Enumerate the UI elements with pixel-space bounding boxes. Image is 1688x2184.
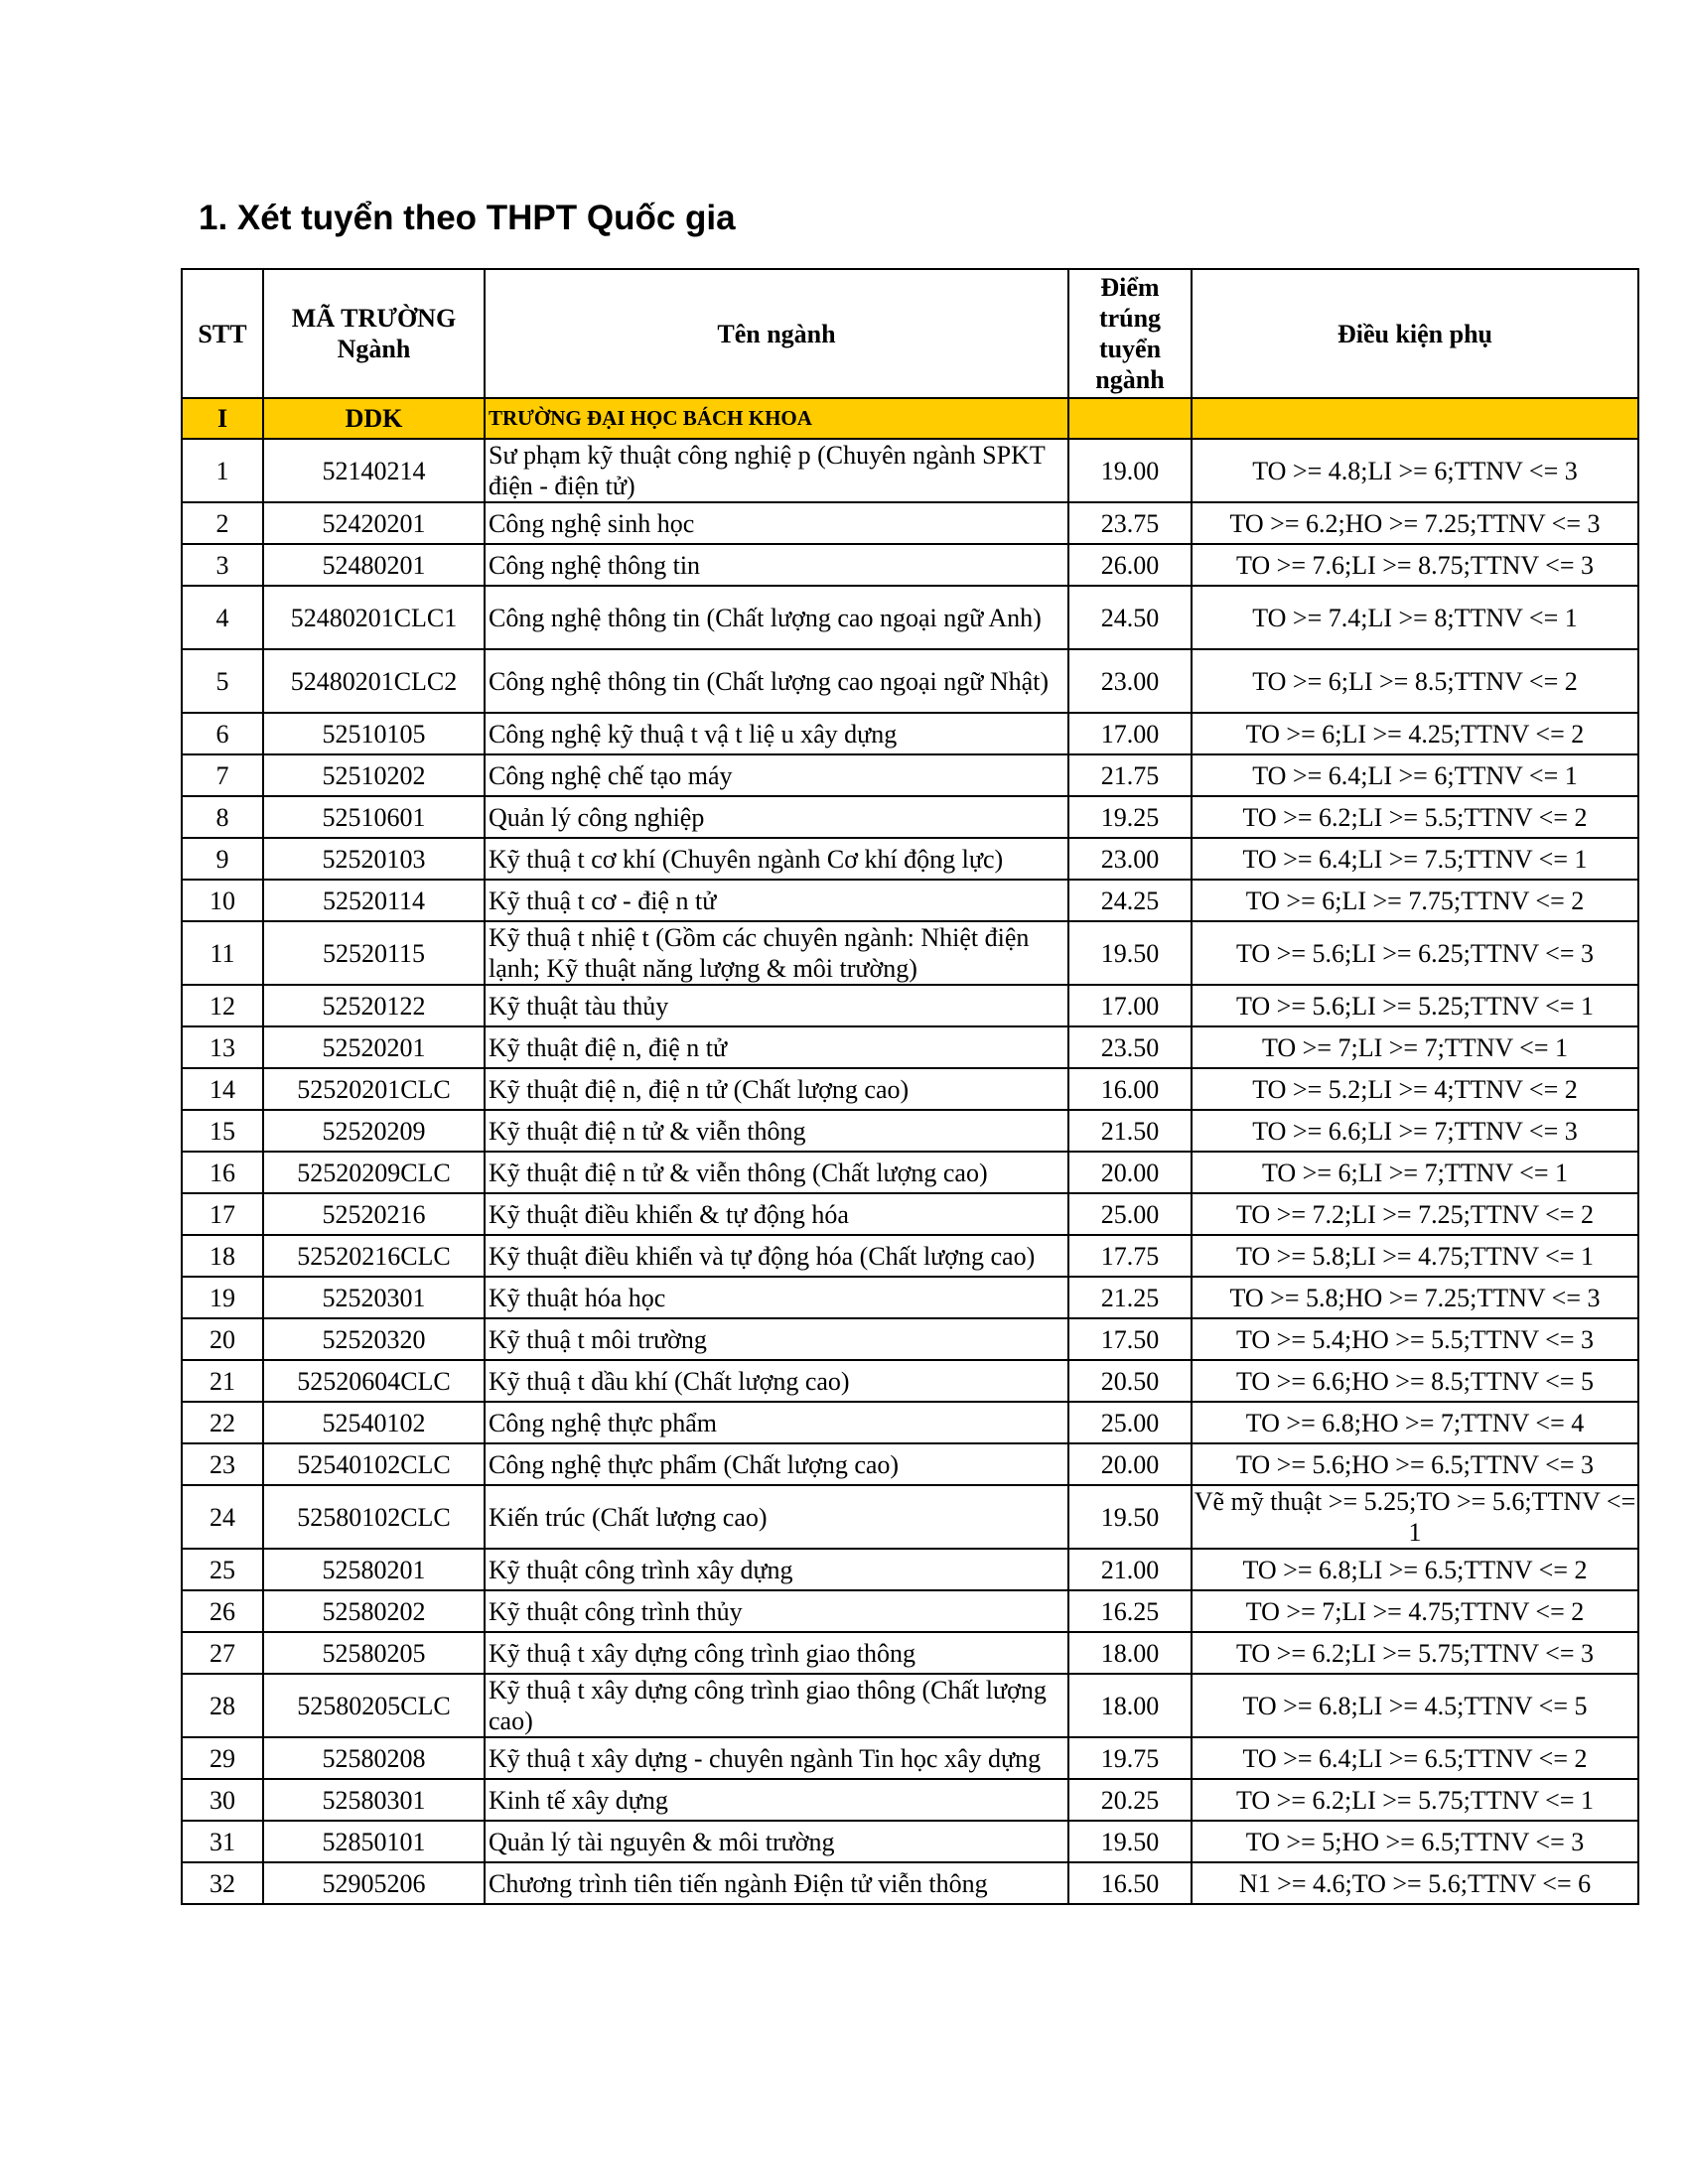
- cell-name: Kỹ thuật điều khiển & tự động hóa: [485, 1193, 1068, 1235]
- cell-condition: TO >= 6.8;HO >= 7;TTNV <= 4: [1192, 1402, 1638, 1443]
- cell-condition: TO >= 5.8;LI >= 4.75;TTNV <= 1: [1192, 1235, 1638, 1277]
- cell-name: Kỹ thuật điệ n, điệ n tử: [485, 1026, 1068, 1068]
- cell-score: 19.00: [1068, 439, 1192, 502]
- table-row: [182, 1590, 1638, 1632]
- cell-stt: 1: [182, 439, 263, 502]
- cell-stt: 3: [182, 544, 263, 586]
- header-condition: Điều kiện phụ: [1192, 269, 1638, 398]
- cell-condition: TO >= 6.8;LI >= 4.5;TTNV <= 5: [1192, 1674, 1638, 1737]
- cell-condition: TO >= 7.6;LI >= 8.75;TTNV <= 3: [1192, 544, 1638, 586]
- cell-condition: TO >= 7.4;LI >= 8;TTNV <= 1: [1192, 586, 1638, 649]
- cell-score: 17.50: [1068, 1318, 1192, 1360]
- cell-stt: 8: [182, 796, 263, 838]
- table-row: [182, 1110, 1638, 1152]
- table-row: [182, 586, 1638, 649]
- cell-code: 52580208: [263, 1737, 485, 1779]
- cell-condition: TO >= 4.8;LI >= 6;TTNV <= 3: [1192, 439, 1638, 502]
- cell-score: 25.00: [1068, 1402, 1192, 1443]
- cell-score: 17.00: [1068, 985, 1192, 1026]
- cell-name: Kỹ thuậ t môi trường: [485, 1318, 1068, 1360]
- table-row: [182, 985, 1638, 1026]
- cell-score: 19.25: [1068, 796, 1192, 838]
- table-row: [182, 1235, 1638, 1277]
- cell-name: Kỹ thuậ t nhiệ t (Gồm các chuyên ngành: Nhiệt điện lạnh; Kỹ thuật năng lượng & môi trường): [485, 921, 1068, 985]
- cell-code: 52480201: [263, 544, 485, 586]
- cell-code: 52140214: [263, 439, 485, 502]
- cell-code: 52520103: [263, 838, 485, 880]
- cell-code: 52580201: [263, 1549, 485, 1590]
- cell-condition: TO >= 6;LI >= 7.75;TTNV <= 2: [1192, 880, 1638, 921]
- cell-condition: TO >= 6;LI >= 8.5;TTNV <= 2: [1192, 649, 1638, 713]
- cell-stt: 12: [182, 985, 263, 1026]
- cell-stt: 9: [182, 838, 263, 880]
- cell-code: 52520115: [263, 921, 485, 985]
- cell-condition: TO >= 6.2;HO >= 7.25;TTNV <= 3: [1192, 502, 1638, 544]
- table-row: [182, 880, 1638, 921]
- table-row: [182, 1193, 1638, 1235]
- cell-score: 23.00: [1068, 649, 1192, 713]
- cell-name: Kỹ thuật điệ n tử & viễn thông: [485, 1110, 1068, 1152]
- cell-code: 52420201: [263, 502, 485, 544]
- cell-score: 16.50: [1068, 1862, 1192, 1904]
- cell-stt: 17: [182, 1193, 263, 1235]
- cell-condition: TO >= 5.4;HO >= 5.5;TTNV <= 3: [1192, 1318, 1638, 1360]
- cell-score: 23.50: [1068, 1026, 1192, 1068]
- table-row: [182, 1402, 1638, 1443]
- cell-score: 23.75: [1068, 502, 1192, 544]
- cell-name: Công nghệ kỹ thuậ t vậ t liệ u xây dựng: [485, 713, 1068, 754]
- cell-condition: TO >= 6.4;LI >= 6.5;TTNV <= 2: [1192, 1737, 1638, 1779]
- cell-condition: TO >= 5.6;HO >= 6.5;TTNV <= 3: [1192, 1443, 1638, 1485]
- table-row: [182, 1443, 1638, 1485]
- cell-score: 19.50: [1068, 1485, 1192, 1549]
- cell-condition: TO >= 7.2;LI >= 7.25;TTNV <= 2: [1192, 1193, 1638, 1235]
- cell-stt: 23: [182, 1443, 263, 1485]
- cell-name: Công nghệ sinh học: [485, 502, 1068, 544]
- table-row: [182, 1674, 1638, 1737]
- cell-condition: TO >= 6.6;HO >= 8.5;TTNV <= 5: [1192, 1360, 1638, 1402]
- cell-code: 52510202: [263, 754, 485, 796]
- cell-stt: 19: [182, 1277, 263, 1318]
- table-row: [182, 713, 1638, 754]
- section-condition: [1192, 398, 1638, 439]
- cell-code: 52520114: [263, 880, 485, 921]
- cell-score: 21.75: [1068, 754, 1192, 796]
- cell-name: Công nghệ thông tin: [485, 544, 1068, 586]
- cell-score: 16.25: [1068, 1590, 1192, 1632]
- cell-name: Chương trình tiên tiến ngành Điện tử viễn thông: [485, 1862, 1068, 1904]
- cell-name: Kỹ thuậ t dầu khí (Chất lượng cao): [485, 1360, 1068, 1402]
- cell-score: 18.00: [1068, 1632, 1192, 1674]
- header-score: Điểm trúng tuyển ngành: [1068, 269, 1192, 398]
- cell-stt: 21: [182, 1360, 263, 1402]
- cell-code: 52480201CLC2: [263, 649, 485, 713]
- cell-code: 52520216: [263, 1193, 485, 1235]
- admission-table: [181, 268, 1639, 1905]
- cell-code: 52480201CLC1: [263, 586, 485, 649]
- cell-code: 52520216CLC: [263, 1235, 485, 1277]
- cell-condition: TO >= 6;LI >= 4.25;TTNV <= 2: [1192, 713, 1638, 754]
- cell-code: 52520122: [263, 985, 485, 1026]
- cell-code: 52520320: [263, 1318, 485, 1360]
- section-stt: I: [182, 398, 263, 439]
- cell-code: 52580202: [263, 1590, 485, 1632]
- cell-condition: Vẽ mỹ thuật >= 5.25;TO >= 5.6;TTNV <= 1: [1192, 1485, 1638, 1549]
- header-code: MÃ TRƯỜNG Ngành: [263, 269, 485, 398]
- section-code: DDK: [263, 398, 485, 439]
- cell-score: 20.00: [1068, 1443, 1192, 1485]
- cell-score: 18.00: [1068, 1674, 1192, 1737]
- cell-name: Kinh tế xây dựng: [485, 1779, 1068, 1821]
- cell-code: 52510601: [263, 796, 485, 838]
- table-row: [182, 1318, 1638, 1360]
- cell-code: 52520209CLC: [263, 1152, 485, 1193]
- cell-code: 52520201: [263, 1026, 485, 1068]
- header-name: Tên ngành: [485, 269, 1068, 398]
- cell-stt: 24: [182, 1485, 263, 1549]
- cell-condition: TO >= 5.6;LI >= 6.25;TTNV <= 3: [1192, 921, 1638, 985]
- cell-score: 20.50: [1068, 1360, 1192, 1402]
- cell-name: Kỹ thuậ t xây dựng - chuyên ngành Tin học xây dựng: [485, 1737, 1068, 1779]
- cell-condition: TO >= 6.8;LI >= 6.5;TTNV <= 2: [1192, 1549, 1638, 1590]
- cell-stt: 22: [182, 1402, 263, 1443]
- section-row: [182, 398, 1638, 439]
- cell-score: 17.75: [1068, 1235, 1192, 1277]
- header-row: [182, 269, 1638, 398]
- table-row: [182, 1821, 1638, 1862]
- cell-stt: 14: [182, 1068, 263, 1110]
- cell-stt: 26: [182, 1590, 263, 1632]
- cell-condition: TO >= 5.2;LI >= 4;TTNV <= 2: [1192, 1068, 1638, 1110]
- cell-name: Kiến trúc (Chất lượng cao): [485, 1485, 1068, 1549]
- cell-score: 16.00: [1068, 1068, 1192, 1110]
- cell-stt: 15: [182, 1110, 263, 1152]
- cell-stt: 10: [182, 880, 263, 921]
- cell-condition: N1 >= 4.6;TO >= 5.6;TTNV <= 6: [1192, 1862, 1638, 1904]
- cell-name: Kỹ thuật tàu thủy: [485, 985, 1068, 1026]
- table-row: [182, 439, 1638, 502]
- cell-name: Công nghệ thực phẩm: [485, 1402, 1068, 1443]
- cell-name: Công nghệ thực phẩm (Chất lượng cao): [485, 1443, 1068, 1485]
- cell-name: Kỹ thuậ t xây dựng công trình giao thông (Chất lượng cao): [485, 1674, 1068, 1737]
- cell-stt: 29: [182, 1737, 263, 1779]
- cell-score: 23.00: [1068, 838, 1192, 880]
- cell-code: 52510105: [263, 713, 485, 754]
- cell-name: Kỹ thuậ t xây dựng công trình giao thông: [485, 1632, 1068, 1674]
- table-row: [182, 1068, 1638, 1110]
- cell-code: 52580102CLC: [263, 1485, 485, 1549]
- cell-score: 20.00: [1068, 1152, 1192, 1193]
- cell-score: 19.50: [1068, 1821, 1192, 1862]
- cell-code: 52905206: [263, 1862, 485, 1904]
- cell-code: 52520201CLC: [263, 1068, 485, 1110]
- cell-condition: TO >= 6.6;LI >= 7;TTNV <= 3: [1192, 1110, 1638, 1152]
- cell-stt: 18: [182, 1235, 263, 1277]
- cell-score: 24.50: [1068, 586, 1192, 649]
- cell-name: Công nghệ thông tin (Chất lượng cao ngoại ngữ Anh): [485, 586, 1068, 649]
- cell-score: 25.00: [1068, 1193, 1192, 1235]
- cell-name: Kỹ thuật điệ n tử & viễn thông (Chất lượng cao): [485, 1152, 1068, 1193]
- header-stt: STT: [182, 269, 263, 398]
- cell-name: Sư phạm kỹ thuật công nghiệ p (Chuyên ngành SPKT điện - điện tử): [485, 439, 1068, 502]
- cell-name: Quản lý công nghiệp: [485, 796, 1068, 838]
- cell-name: Công nghệ thông tin (Chất lượng cao ngoại ngữ Nhật): [485, 649, 1068, 713]
- cell-name: Công nghệ chế tạo máy: [485, 754, 1068, 796]
- cell-stt: 5: [182, 649, 263, 713]
- table-row: [182, 1152, 1638, 1193]
- table-row: [182, 649, 1638, 713]
- cell-code: 52540102CLC: [263, 1443, 485, 1485]
- cell-code: 52520209: [263, 1110, 485, 1152]
- cell-name: Kỹ thuậ t cơ khí (Chuyên ngành Cơ khí động lực): [485, 838, 1068, 880]
- table-row: [182, 1277, 1638, 1318]
- table-row: [182, 1737, 1638, 1779]
- cell-name: Kỹ thuật công trình xây dựng: [485, 1549, 1068, 1590]
- cell-stt: 28: [182, 1674, 263, 1737]
- section-score: [1068, 398, 1192, 439]
- page-heading: 1. Xét tuyển theo THPT Quốc gia: [199, 199, 736, 237]
- cell-condition: TO >= 6;LI >= 7;TTNV <= 1: [1192, 1152, 1638, 1193]
- cell-score: 19.75: [1068, 1737, 1192, 1779]
- cell-score: 21.50: [1068, 1110, 1192, 1152]
- cell-stt: 13: [182, 1026, 263, 1068]
- cell-condition: TO >= 6.2;LI >= 5.75;TTNV <= 1: [1192, 1779, 1638, 1821]
- cell-stt: 27: [182, 1632, 263, 1674]
- cell-stt: 6: [182, 713, 263, 754]
- cell-code: 52580301: [263, 1779, 485, 1821]
- cell-code: 52580205CLC: [263, 1674, 485, 1737]
- table-row: [182, 1360, 1638, 1402]
- cell-score: 19.50: [1068, 921, 1192, 985]
- cell-condition: TO >= 6.2;LI >= 5.5;TTNV <= 2: [1192, 796, 1638, 838]
- cell-stt: 2: [182, 502, 263, 544]
- cell-stt: 11: [182, 921, 263, 985]
- cell-code: 52580205: [263, 1632, 485, 1674]
- cell-stt: 25: [182, 1549, 263, 1590]
- cell-code: 52540102: [263, 1402, 485, 1443]
- cell-stt: 16: [182, 1152, 263, 1193]
- cell-condition: TO >= 6.4;LI >= 7.5;TTNV <= 1: [1192, 838, 1638, 880]
- cell-code: 52850101: [263, 1821, 485, 1862]
- table-row: [182, 502, 1638, 544]
- cell-condition: TO >= 5.8;HO >= 7.25;TTNV <= 3: [1192, 1277, 1638, 1318]
- cell-condition: TO >= 5.6;LI >= 5.25;TTNV <= 1: [1192, 985, 1638, 1026]
- cell-score: 20.25: [1068, 1779, 1192, 1821]
- cell-score: 21.25: [1068, 1277, 1192, 1318]
- cell-stt: 30: [182, 1779, 263, 1821]
- cell-stt: 4: [182, 586, 263, 649]
- table-row: [182, 1779, 1638, 1821]
- cell-score: 24.25: [1068, 880, 1192, 921]
- table-row: [182, 796, 1638, 838]
- cell-condition: TO >= 7;LI >= 4.75;TTNV <= 2: [1192, 1590, 1638, 1632]
- cell-name: Kỹ thuật hóa học: [485, 1277, 1068, 1318]
- cell-name: Kỹ thuật công trình thủy: [485, 1590, 1068, 1632]
- cell-name: Kỹ thuậ t cơ - điệ n tử: [485, 880, 1068, 921]
- table-row: [182, 1549, 1638, 1590]
- table-row: [182, 1485, 1638, 1549]
- cell-condition: TO >= 7;LI >= 7;TTNV <= 1: [1192, 1026, 1638, 1068]
- table-row: [182, 1862, 1638, 1904]
- table-row: [182, 754, 1638, 796]
- cell-score: 26.00: [1068, 544, 1192, 586]
- table-row: [182, 1632, 1638, 1674]
- cell-name: Kỹ thuật điều khiển và tự động hóa (Chất lượng cao): [485, 1235, 1068, 1277]
- table-row: [182, 838, 1638, 880]
- cell-score: 21.00: [1068, 1549, 1192, 1590]
- cell-condition: TO >= 6.2;LI >= 5.75;TTNV <= 3: [1192, 1632, 1638, 1674]
- cell-code: 52520604CLC: [263, 1360, 485, 1402]
- cell-score: 17.00: [1068, 713, 1192, 754]
- cell-code: 52520301: [263, 1277, 485, 1318]
- cell-condition: TO >= 6.4;LI >= 6;TTNV <= 1: [1192, 754, 1638, 796]
- cell-name: Quản lý tài nguyên & môi trường: [485, 1821, 1068, 1862]
- cell-stt: 7: [182, 754, 263, 796]
- section-name: TRƯỜNG ĐẠI HỌC BÁCH KHOA: [485, 398, 1068, 439]
- cell-stt: 31: [182, 1821, 263, 1862]
- cell-condition: TO >= 5;HO >= 6.5;TTNV <= 3: [1192, 1821, 1638, 1862]
- table-row: [182, 544, 1638, 586]
- table-row: [182, 921, 1638, 985]
- cell-stt: 32: [182, 1862, 263, 1904]
- cell-stt: 20: [182, 1318, 263, 1360]
- cell-name: Kỹ thuật điệ n, điệ n tử (Chất lượng cao): [485, 1068, 1068, 1110]
- table-row: [182, 1026, 1638, 1068]
